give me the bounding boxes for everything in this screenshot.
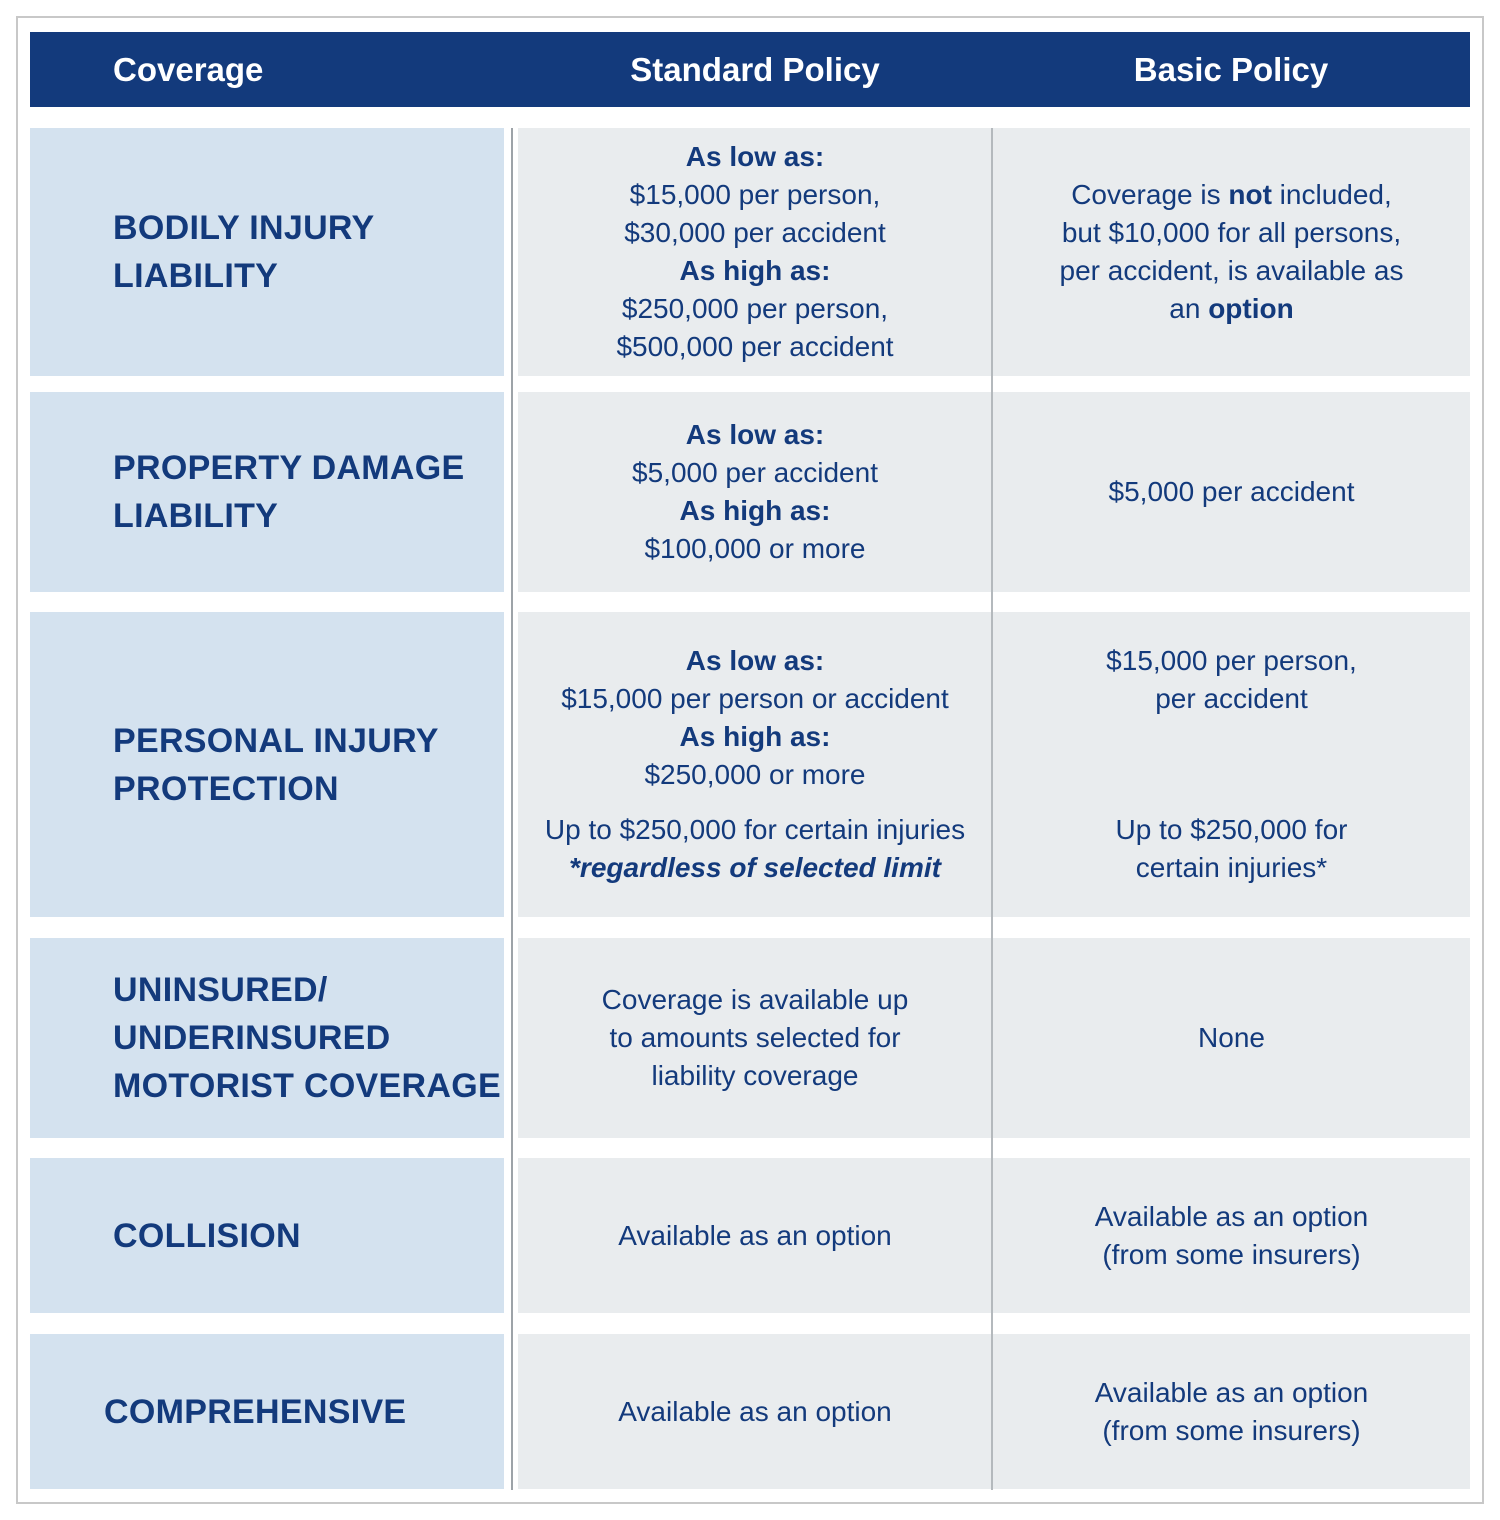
basic-cell (993, 1158, 1470, 1313)
low-heading: As low as: (685, 419, 825, 450)
high-heading: As high as: (679, 255, 831, 286)
standard-cell (518, 1334, 992, 1489)
standard-text: Coverage is available up to amounts selected for liability coverage (601, 984, 909, 1091)
basic-cell (993, 128, 1470, 376)
row-property-damage (30, 392, 1470, 592)
basic-text: Available as an option (from some insurers) (1094, 1376, 1369, 1446)
low-heading: As low as: (685, 141, 825, 172)
coverage-label: COLLISION (113, 1216, 301, 1255)
high-heading: As high as: (679, 721, 831, 752)
low-value: $15,000 per person, $30,000 per accident (624, 179, 886, 248)
standard-cell (518, 392, 992, 592)
table-header (30, 32, 1470, 107)
coverage-label-cell (30, 938, 504, 1138)
basic-text-part: Coverage is (1071, 179, 1229, 210)
basic-text-emphasis-option: option (1208, 293, 1294, 324)
basic-text-part: included, but $10,000 for all persons, per accident, is available as an (1059, 179, 1404, 324)
row-bodily-injury (30, 128, 1470, 376)
standard-cell (518, 938, 992, 1138)
coverage-label-cell (30, 128, 504, 376)
low-value: $15,000 per person or accident (561, 683, 949, 714)
low-value: $5,000 per accident (632, 457, 878, 488)
standard-text: Available as an option (618, 1219, 892, 1251)
high-heading: As high as: (679, 495, 831, 526)
basic-cell (993, 938, 1470, 1138)
high-value: $250,000 per person, $500,000 per accident (616, 293, 894, 362)
header-standard-policy: Standard Policy (630, 51, 880, 88)
standard-cell (518, 1158, 992, 1313)
basic-cell (993, 1334, 1470, 1489)
row-collision (30, 1158, 1470, 1313)
basic-text (1060, 176, 1404, 328)
standard-cell (518, 128, 992, 376)
standard-note: Up to $250,000 for certain injuries (544, 814, 966, 845)
standard-text: Available as an option (618, 1395, 892, 1427)
standard-note-emphasis: *regardless of selected limit (569, 852, 941, 883)
standard-cell (518, 612, 992, 917)
high-value: $100,000 or more (644, 533, 866, 564)
header-coverage: Coverage (113, 51, 264, 88)
coverage-label: COMPREHENSIVE (104, 1392, 407, 1431)
basic-cell (993, 392, 1470, 592)
coverage-label-cell (30, 612, 504, 917)
row-uninsured-motorist (30, 938, 1470, 1138)
basic-cell (993, 612, 1470, 917)
coverage-label: UNINSURED/ UNDERINSURED MOTORIST COVERAGE (113, 971, 501, 1105)
row-personal-injury-protection (30, 612, 1470, 917)
coverage-label-cell (30, 392, 504, 592)
coverage-label-cell (30, 1158, 504, 1313)
low-heading: As low as: (685, 645, 825, 676)
row-comprehensive (30, 1334, 1470, 1489)
basic-text: $15,000 per person, per accident (1106, 645, 1357, 714)
basic-text-emphasis-not: not (1228, 179, 1272, 210)
column-divider (991, 128, 993, 1490)
coverage-label-cell (30, 1334, 504, 1489)
header-basic-policy: Basic Policy (1133, 51, 1329, 88)
basic-text: None (1198, 1022, 1265, 1053)
column-divider (511, 128, 513, 1490)
basic-text: Available as an option (from some insurers) (1094, 1200, 1369, 1270)
coverage-label: PROPERTY DAMAGE LIABILITY (113, 449, 465, 535)
coverage-label: BODILY INJURY LIABILITY (113, 209, 375, 295)
basic-text: $5,000 per accident (1108, 476, 1355, 507)
basic-note: Up to $250,000 for certain injuries* (1115, 814, 1348, 883)
coverage-label: PERSONAL INJURY PROTECTION (113, 721, 439, 808)
high-value: $250,000 or more (644, 759, 866, 790)
